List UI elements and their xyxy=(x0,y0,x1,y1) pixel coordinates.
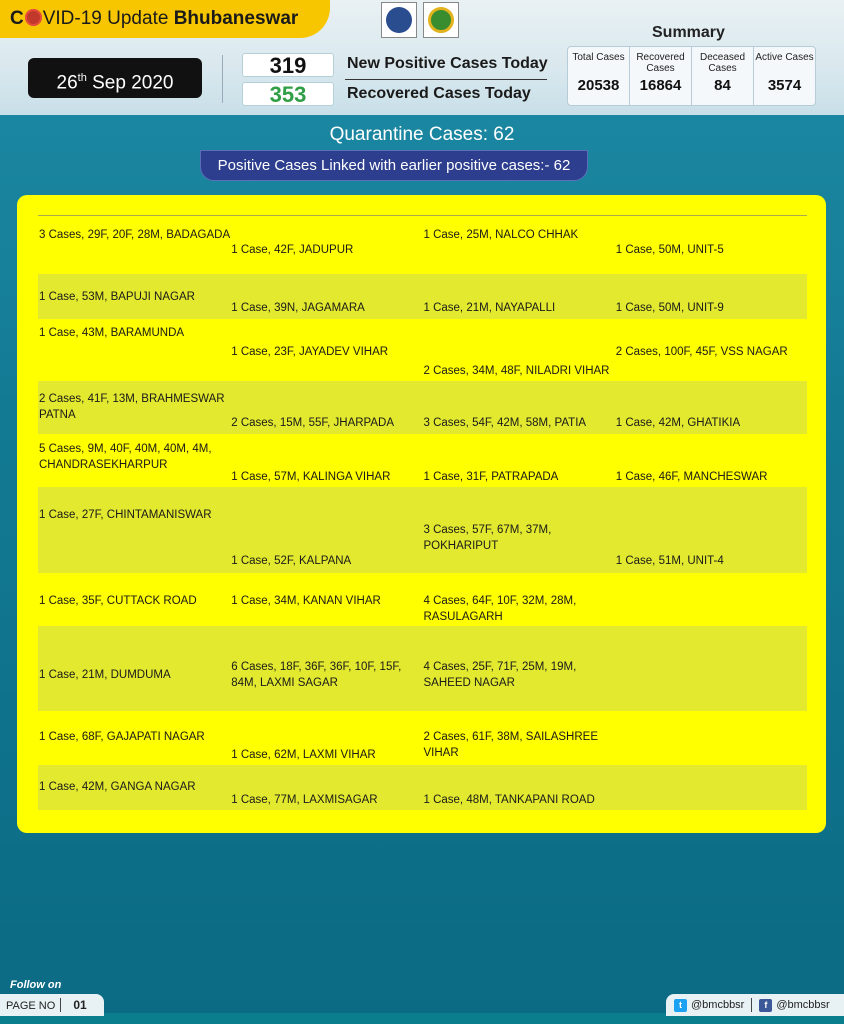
table-cell: 1 Case, 43M, BARAMUNDA xyxy=(39,327,185,339)
table-cell: 3 Cases, 54F, 42M, 58M, PATIA xyxy=(423,417,587,429)
table-cell: 1 Case, 53M, BAPUJI NAGAR xyxy=(39,291,195,303)
table-cell: 1 Case, 27F, CHINTAMANISWAR xyxy=(39,509,212,521)
table-cell: 1 Case, 35F, CUTTACK ROAD xyxy=(39,595,197,607)
table-row xyxy=(38,434,807,487)
summary-total: Total Cases 20538 xyxy=(572,52,625,94)
table-cell: 1 Case, 39N, JAGAMARA xyxy=(231,302,365,314)
table-cell: 1 Case, 50M, UNIT-9 xyxy=(615,302,724,314)
facebook-handle[interactable]: @bmcbbsr xyxy=(776,999,830,1011)
title-letter: C xyxy=(10,8,24,29)
table-cell: 1 Case, 46F, MANCHESWAR xyxy=(615,471,768,483)
table-row xyxy=(38,319,807,381)
follow-label: Follow on xyxy=(10,979,62,991)
table-cell: 1 Case, 31F, PATRAPADA xyxy=(423,471,559,483)
summary-deceased: Deceased Cases 84 xyxy=(691,47,753,105)
table-cell: 1 Case, 57M, KALINGA VIHAR xyxy=(231,471,391,483)
title-city: Bhubaneswar xyxy=(173,8,299,29)
table-cell: 1 Case, 42M, GANGA NAGAR xyxy=(39,781,196,793)
table-cell: 2 Cases, 15M, 55F, JHARPADA xyxy=(231,417,395,429)
table-cell: 5 Cases, 9M, 40F, 40M, 40M, 4M, CHANDRASEKHARPUR xyxy=(39,443,212,471)
table-cell: 6 Cases, 18F, 36F, 36F, 10F, 15F, 84M, LAXMI SAGAR xyxy=(231,660,402,689)
table-cell: 2 Cases, 34M, 48F, NILADRI VIHAR xyxy=(423,365,610,377)
table-cell: 1 Case, 48M, TANKAPANI ROAD xyxy=(423,794,595,806)
title-text: VID-19 Update xyxy=(42,8,169,29)
table-row xyxy=(38,765,807,810)
report-date: 26th Sep 2020 xyxy=(28,58,202,98)
new-cases-count: 319 xyxy=(242,53,334,77)
cases-table xyxy=(38,219,807,810)
table-cell: 1 Case, 34M, KANAN VIHAR xyxy=(231,595,381,607)
table-row xyxy=(38,711,807,765)
table-row xyxy=(38,487,807,573)
table-row xyxy=(38,573,807,626)
table-cell: 1 Case, 23F, JAYADEV VIHAR xyxy=(231,346,389,358)
bmc-logo xyxy=(423,2,459,38)
quarantine-cases: Quarantine Cases: 62 xyxy=(329,124,515,145)
linked-cases-banner: Positive Cases Linked with earlier positive cases:- 62 xyxy=(200,150,588,181)
table-cell: 1 Case, 42F, JADUPUR xyxy=(231,243,354,256)
table-cell: 2 Cases, 100F, 45F, VSS NAGAR xyxy=(615,346,788,358)
table-cell: 1 Case, 77M, LAXMISAGAR xyxy=(231,794,378,806)
table-cell: 1 Case, 21M, NAYAPALLI xyxy=(423,302,556,314)
table-cell xyxy=(615,593,807,624)
table-cell: 4 Cases, 64F, 10F, 32M, 28M, RASULAGARH xyxy=(423,595,577,623)
divider xyxy=(345,79,547,80)
table-cell: 1 Case, 62M, LAXMI VIHAR xyxy=(231,749,376,761)
facebook-icon: f xyxy=(759,999,772,1012)
virus-icon xyxy=(25,9,42,26)
twitter-handle[interactable]: @bmcbbsr xyxy=(691,999,745,1011)
table-cell: 1 Case, 68F, GAJAPATI NAGAR xyxy=(39,731,205,743)
recovered-cases-label: Recovered Cases Today xyxy=(347,85,531,102)
summary-recovered: Recovered Cases 16864 xyxy=(629,47,691,105)
table-cell xyxy=(615,641,807,708)
table-cell: 1 Case, 51M, UNIT-4 xyxy=(615,555,724,567)
table-cell: 2 Cases, 61F, 38M, SAILASHREE VIHAR xyxy=(423,731,598,759)
divider xyxy=(222,55,223,103)
table-cell: 3 Cases, 57F, 67M, 37M, POKHARIPUT xyxy=(423,524,552,552)
table-cell: 1 Case, 50M, UNIT-5 xyxy=(615,243,724,256)
summary-title: Summary xyxy=(652,24,725,41)
odisha-emblem-logo xyxy=(381,2,417,38)
table-cell: 2 Cases, 41F, 13M, BRAHMESWAR PATNA xyxy=(39,393,225,421)
cases-panel xyxy=(17,195,826,833)
page-number: PAGE NO 01 xyxy=(0,994,104,1016)
social-links xyxy=(666,994,844,1016)
table-row xyxy=(38,626,807,711)
new-cases-label: New Positive Cases Today xyxy=(347,55,548,72)
table-row xyxy=(38,274,807,319)
divider xyxy=(38,215,807,216)
table-row xyxy=(38,381,807,434)
summary-box xyxy=(567,46,816,106)
table-cell: 4 Cases, 25F, 71F, 25M, 19M, SAHEED NAGAR xyxy=(423,660,577,689)
recovered-cases-count: 353 xyxy=(242,82,334,106)
table-cell: 1 Case, 52F, KALPANA xyxy=(231,555,352,567)
table-cell: 1 Case, 25M, NALCO CHHAK xyxy=(423,229,579,241)
title-banner xyxy=(0,0,330,38)
table-cell xyxy=(615,729,807,763)
table-cell: 1 Case, 42M, GHATIKIA xyxy=(615,417,741,429)
header xyxy=(0,0,844,115)
table-row xyxy=(38,219,807,274)
table-cell: 3 Cases, 29F, 20F, 28M, BADAGADA xyxy=(39,229,231,241)
table-cell xyxy=(615,779,807,808)
twitter-icon: t xyxy=(674,999,687,1012)
table-cell: 1 Case, 21M, DUMDUMA xyxy=(39,668,171,681)
summary-active: Active Cases 3574 xyxy=(753,47,815,105)
